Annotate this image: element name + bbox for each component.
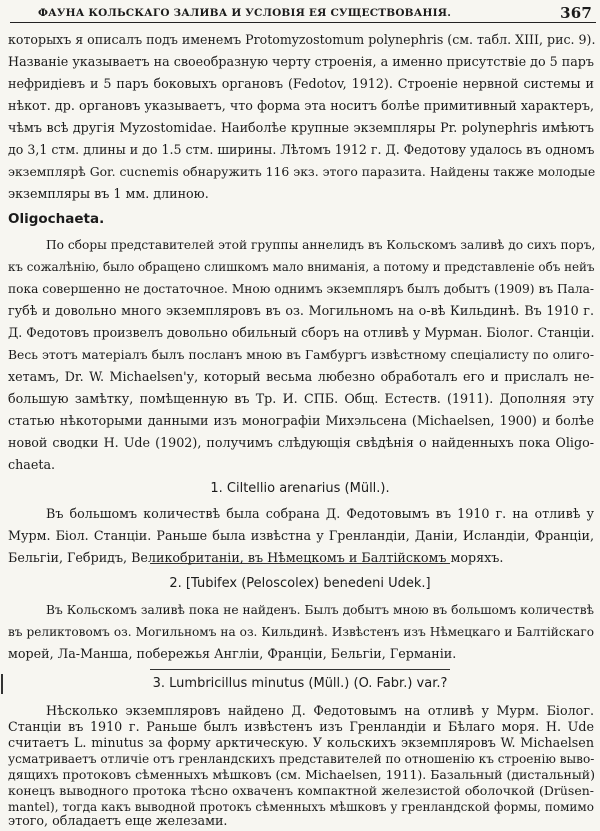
text-line: считаетъ L. minutus за форму арктическую. У кольскихъ экземпляровъ W. Michaelsen: [8, 735, 594, 750]
text-line: статью нѣкоторыми данными изъ монографіи Михэльсена (Michaelsen, 1900) и болѣе: [8, 413, 594, 428]
text-line: чѣмъ всѣ другія Myzostomidae. Наиболѣе крупные экземпляры Pr. polynephris имѣютъ: [8, 120, 594, 135]
text-line: Станціи въ 1910 г. Раньше былъ извѣстенъ изъ Гренландіи и Бѣлаго моря. H. Ude: [8, 719, 594, 734]
text-line: По сборы представителей этой группы аннелидъ въ Кольскомъ заливѣ до сихъ поръ,: [46, 238, 596, 252]
text-line: усматриваетъ отличіе отъ гренландскихъ представителей по отношенію къ строенію выво-: [8, 752, 595, 766]
text-line: mantel), тогда какъ выводной протокъ сѣменныхъ мѣшковъ у гренландской формы, помимо: [8, 800, 594, 814]
text-line: которыхъ я описалъ подъ именемъ Protomyzostomum polynephris (см. табл. XIII, рис. 9).: [8, 32, 596, 47]
margin-mark: [1, 674, 3, 694]
text-line: губѣ и довольно много экземпляровъ въ оз. Могильномъ на о-вѣ Кильдинѣ. Въ 1910 г.: [8, 303, 594, 318]
text-line: нѣкот. др. органовъ указываетъ, что форма эта носитъ болѣе примитивный характеръ,: [8, 98, 594, 113]
text-line: хетамъ, Dr. W. Michaelsen'у, который весьма любезно обработалъ его и прислалъ не-: [8, 369, 594, 384]
text-line: Нѣсколько экземпляровъ найдено Д. Федотовымъ на отливѣ у Мурм. Біолог.: [46, 703, 594, 718]
text-line: этого, обладаетъ еще железами.: [8, 813, 228, 828]
species-heading: 3. Lumbricillus minutus (Müll.) (O. Fabr.) var.?: [152, 676, 448, 691]
text-line: Въ большомъ количествѣ была собрана Д. Федотовымъ въ 1910 г. на отливѣ у: [46, 506, 594, 521]
text-line: дящихъ протоковъ сѣменныхъ мѣшковъ (см. Michaelsen, 1911). Базальный (дистальный): [8, 767, 595, 782]
text-line: въ реликтовомъ оз. Могильномъ на оз. Кильдинѣ. Извѣстенъ изъ Нѣмецкаго и Балтійскаго: [8, 625, 594, 639]
text-line: къ сожалѣнію, было обращено слишкомъ мало вниманія, а потому и представленіе объ нейъ: [8, 260, 595, 274]
text-line: Д. Федотовъ произвелъ довольно обильный сборъ на отливѣ у Мурман. Біолог. Станціи.: [8, 325, 595, 340]
text-line: пока совершенно не достаточное. Мною однимъ экземпляръ былъ добытъ (1909) въ Пала-: [8, 282, 594, 296]
text-line: большую замѣтку, помѣщенную въ Тр. И. СПБ. Общ. Естеств. (1911). Дополняя эту: [8, 391, 594, 406]
rule: [150, 669, 450, 670]
text-line: экземплярѣ Gor. cucnemis обнаружить 116 экз. этого паразита. Найдены также молодые: [8, 164, 596, 179]
page-number: 367: [560, 4, 592, 22]
text-line: Мурм. Біол. Станціи. Раньше была извѣстна у Гренландіи, Даніи, Исландіи, Франціи,: [8, 528, 594, 543]
section-title: Oligochaeta.: [8, 211, 105, 227]
text-line: Бельгіи, Гебридъ, Великобританіи, въ Нѣмецкомъ и Балтійскомъ моряхъ.: [8, 550, 504, 565]
text-line: до 3,1 стм. длины и до 1.5 стм. ширины. Лѣтомъ 1912 г. Д. Федотову удалось въ одномъ: [8, 142, 595, 157]
species-heading: 1. Ciltellio arenarius (Müll.).: [210, 481, 390, 496]
rule: [150, 563, 450, 564]
text-line: Названіе указываетъ на своеобразную черту строенія, а именно присутствіе до 5 паръ: [8, 54, 594, 69]
text-line: экземпляры въ 1 мм. длиною.: [8, 186, 209, 201]
text-line: конецъ выводного протока тѣсно охваченъ компактной железистой оболочкой (Drüsen-: [8, 783, 594, 798]
running-title: ФАУНА КОЛЬСКАГО ЗАЛИВА И УСЛОВІЯ ЕЯ СУЩЕСТВОВАНІЯ.: [38, 7, 452, 19]
text-line: морей, Ла-Манша, побережья Англіи, Франціи, Бельгіи, Германіи.: [8, 646, 457, 661]
text-line: Весь этотъ матеріалъ былъ посланъ мною въ Гамбургъ извѣстному спеціалисту по олиго-: [8, 348, 594, 362]
text-line: Въ Кольскомъ заливѣ пока не найденъ. Былъ добытъ мною въ большомъ количествѣ: [46, 603, 594, 617]
header-rule: [10, 22, 596, 23]
text-line: chaeta.: [8, 457, 56, 472]
text-line: новой сводки H. Ude (1902), получимъ слѣдующія свѣдѣнія о найденныхъ пока Oligo-: [8, 435, 594, 450]
text-line: нефридіевъ и 5 паръ боковыхъ органовъ (Fedotov, 1912). Строеніе нервной системы и: [8, 76, 594, 91]
running-header: [38, 4, 592, 22]
species-heading: 2. [Tubifex (Peloscolex) benedeni Udek.]: [169, 576, 431, 591]
